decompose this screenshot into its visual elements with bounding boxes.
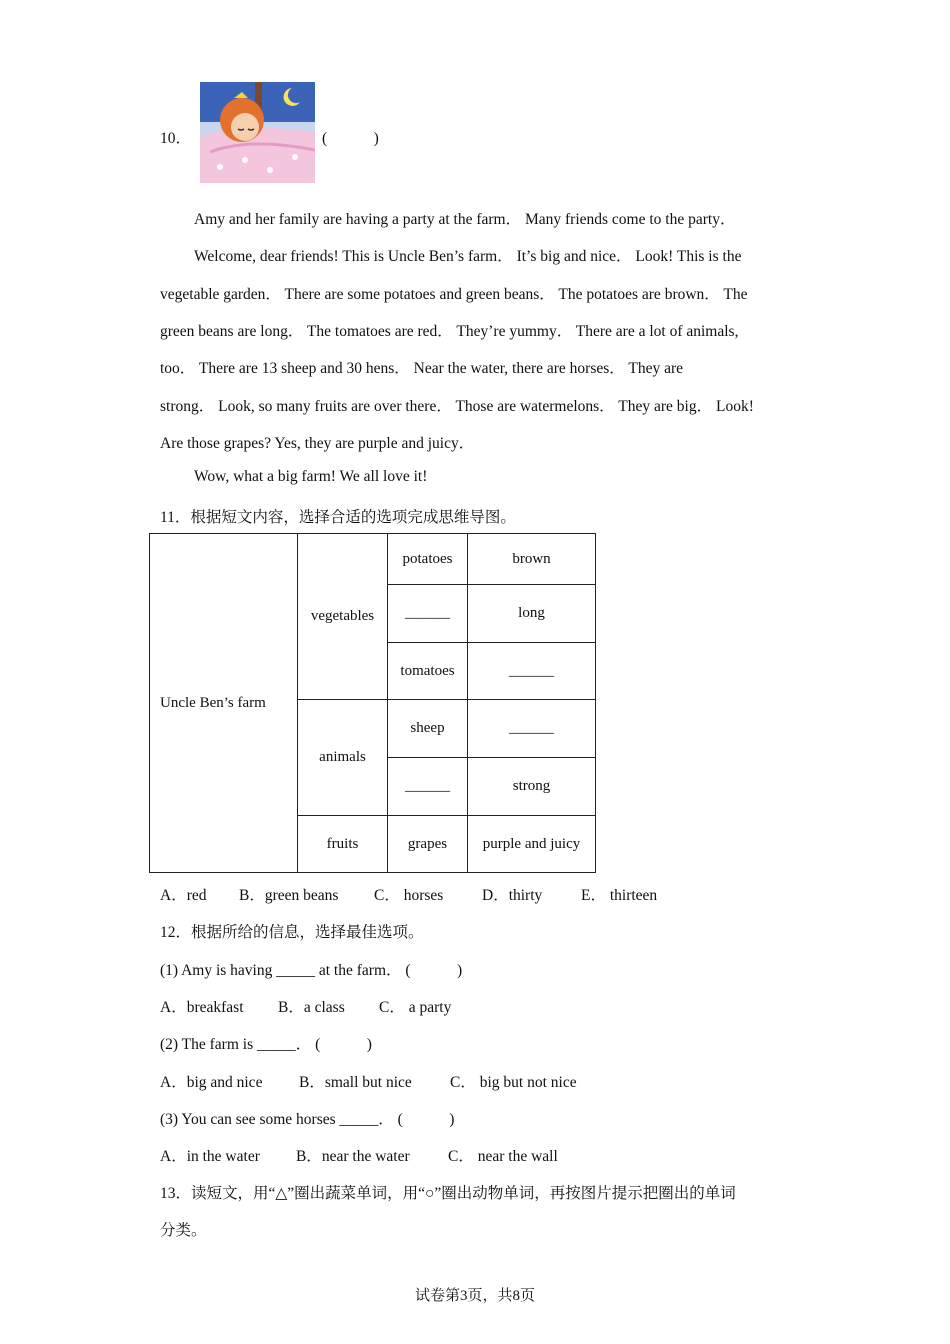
mind-map-blank[interactable]: ______ (468, 700, 596, 758)
mind-map-blank[interactable]: ______ (388, 758, 468, 816)
mind-map-blank[interactable]: ______ (388, 585, 468, 643)
passage-line: green beans are long． The tomatoes are red． They’re yummy． There are a lot of animals, (160, 323, 739, 340)
question-10-answer-blank: ( ) (322, 130, 379, 147)
option-a[interactable]: A．breakfast (160, 999, 244, 1016)
option-b[interactable]: B．green beans (239, 887, 339, 904)
passage-line: Welcome, dear friends! This is Uncle Ben’s farm． It’s big and nice． Look! This is the (194, 248, 742, 265)
option-b[interactable]: B．near the water (296, 1148, 410, 1165)
mind-map-cell: brown (468, 534, 596, 585)
mind-map-cell: potatoes (388, 534, 468, 585)
passage-line: vegetable garden． There are some potatoes and green beans． The potatoes are brown． The (160, 286, 748, 303)
mind-map-root: Uncle Ben’s farm (150, 534, 298, 873)
question-12-3: (3) You can see some horses _____． ( ) (160, 1111, 455, 1128)
question-11-title: 11．根据短文内容，选择合适的选项完成思维导图。 (160, 509, 516, 526)
mind-map-cell: grapes (388, 816, 468, 873)
mind-map-cell: sheep (388, 700, 468, 758)
passage-line: strong． Look, so many fruits are over there． Those are watermelons． They are big． Look! (160, 398, 754, 415)
question-12-2: (2) The farm is _____． ( ) (160, 1036, 372, 1053)
mind-map-table (149, 533, 596, 873)
passage-line: too． There are 13 sheep and 30 hens． Near the water, there are horses． They are (160, 360, 684, 377)
mind-map-cell: tomatoes (388, 643, 468, 700)
option-a[interactable]: A．red (160, 887, 207, 904)
category-animals: animals (298, 700, 388, 816)
option-d[interactable]: D．thirty (482, 887, 543, 904)
mind-map-cell: purple and juicy (468, 816, 596, 873)
question-12-title: 12．根据所给的信息，选择最佳选项。 (160, 924, 424, 941)
category-vegetables: vegetables (298, 534, 388, 700)
passage-line: Are those grapes? Yes, they are purple and juicy． (160, 435, 475, 452)
passage-line: Wow, what a big farm! We all love it! (194, 468, 428, 485)
mind-map-cell: long (468, 585, 596, 643)
option-a[interactable]: A．in the water (160, 1148, 260, 1165)
mind-map-blank[interactable]: ______ (468, 643, 596, 700)
option-c[interactable]: C． a party (379, 999, 452, 1016)
option-b[interactable]: B．small but nice (299, 1074, 412, 1091)
question-10-number: 10． (160, 130, 192, 147)
page-footer: 试卷第3页，共8页 (414, 1288, 535, 1304)
question-12-1: (1) Amy is having _____ at the farm． ( ) (160, 962, 463, 979)
option-a[interactable]: A．big and nice (160, 1074, 263, 1091)
option-c[interactable]: C． horses (374, 887, 444, 904)
category-fruits: fruits (298, 816, 388, 873)
option-c[interactable]: C． big but not nice (450, 1074, 577, 1091)
option-c[interactable]: C． near the wall (448, 1148, 558, 1165)
sleeping-girl-image (200, 82, 315, 183)
option-b[interactable]: B．a class (278, 999, 345, 1016)
question-13-line: 13．读短文，用“△”圈出蔬菜单词，用“○”圈出动物单词，再按图片提示把圈出的单词 (160, 1185, 736, 1202)
question-13-line: 分类。 (160, 1222, 207, 1239)
option-e[interactable]: E． thirteen (581, 887, 658, 904)
mind-map-cell: strong (468, 758, 596, 816)
passage-line: Amy and her family are having a party at the farm． Many friends come to the party． (194, 211, 736, 228)
